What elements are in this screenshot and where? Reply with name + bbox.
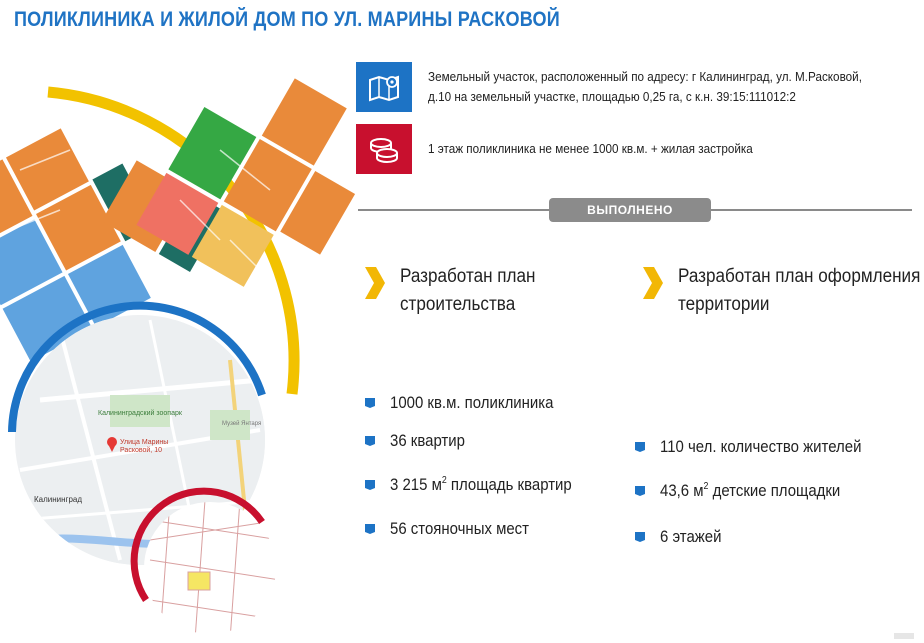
svg-text:Калининградский зоопарк: Калининградский зоопарк: [98, 410, 182, 417]
svg-text:Калининград: Калининград: [34, 495, 83, 504]
corner-decoration: [894, 633, 914, 639]
project-illustration: [0, 0, 360, 643]
stat-item: [634, 437, 889, 457]
coins-icon: [356, 124, 412, 174]
stat-text: 36 квартир: [390, 431, 465, 450]
function-line-1: 1 этаж поликлиника не менее 1000 кв.м. + жилая застройка: [428, 141, 753, 156]
page-title: ПОЛИКЛИНИКА И ЖИЛОЙ ДОМ ПО УЛ. МАРИНЫ РАСКОВОЙ: [14, 8, 560, 31]
done-item-label-1: Разработан план оформления: [678, 266, 921, 287]
stat-item: [634, 527, 730, 547]
land-plot-line-1: Земельный участок, расположенный по адресу: г Калининград, ул. М.Расковой,: [428, 69, 862, 84]
status-badge: ВЫПОЛНЕНО: [549, 198, 711, 222]
bullet-icon: [364, 397, 376, 409]
stat-item: [364, 431, 475, 451]
stat-item: [364, 475, 597, 495]
stat-text: 3 215 $м^2$ площадь квартир: [390, 475, 572, 494]
chevron-right-icon: [362, 265, 386, 301]
bullet-icon: [364, 435, 376, 447]
land-plot-info: [356, 62, 924, 112]
land-plot-line-2: д.10 на земельный участке, площадью 0,25 га, с к.н. 39:15:111012:2: [428, 89, 796, 104]
stat-item: [364, 393, 576, 413]
done-item-label-2: строительства: [400, 294, 516, 315]
cadastral-map: [134, 491, 280, 640]
done-item-label-1: Разработан план: [400, 266, 536, 287]
stat-item: [634, 481, 865, 501]
done-item-label-2: территории: [678, 294, 770, 315]
svg-text:Расковой, 10: Расковой, 10: [120, 447, 162, 454]
svg-text:Музей Янтаря: Музей Янтаря: [222, 421, 262, 427]
done-item-construction-plan: [362, 263, 551, 319]
map-icon: [356, 62, 412, 112]
stat-text: 56 стояночных мест: [390, 519, 530, 538]
stat-text: 43,6 $м^2$ детские площадки: [660, 481, 841, 500]
stat-text: 1000 кв.м. поликлиника: [390, 393, 554, 412]
bullet-icon: [634, 531, 646, 543]
chevron-right-icon: [640, 265, 664, 301]
bullet-icon: [634, 441, 646, 453]
done-item-territory-plan: [640, 263, 924, 319]
svg-text:Улица Марины: Улица Марины: [120, 439, 169, 446]
stat-text: 110 чел. количество жителей: [660, 437, 862, 456]
stat-item: [364, 519, 548, 539]
stat-text: 6 этажей: [660, 527, 722, 546]
bullet-icon: [364, 523, 376, 535]
bullet-icon: [364, 479, 376, 491]
bullet-icon: [634, 485, 646, 497]
function-info: [356, 124, 924, 174]
